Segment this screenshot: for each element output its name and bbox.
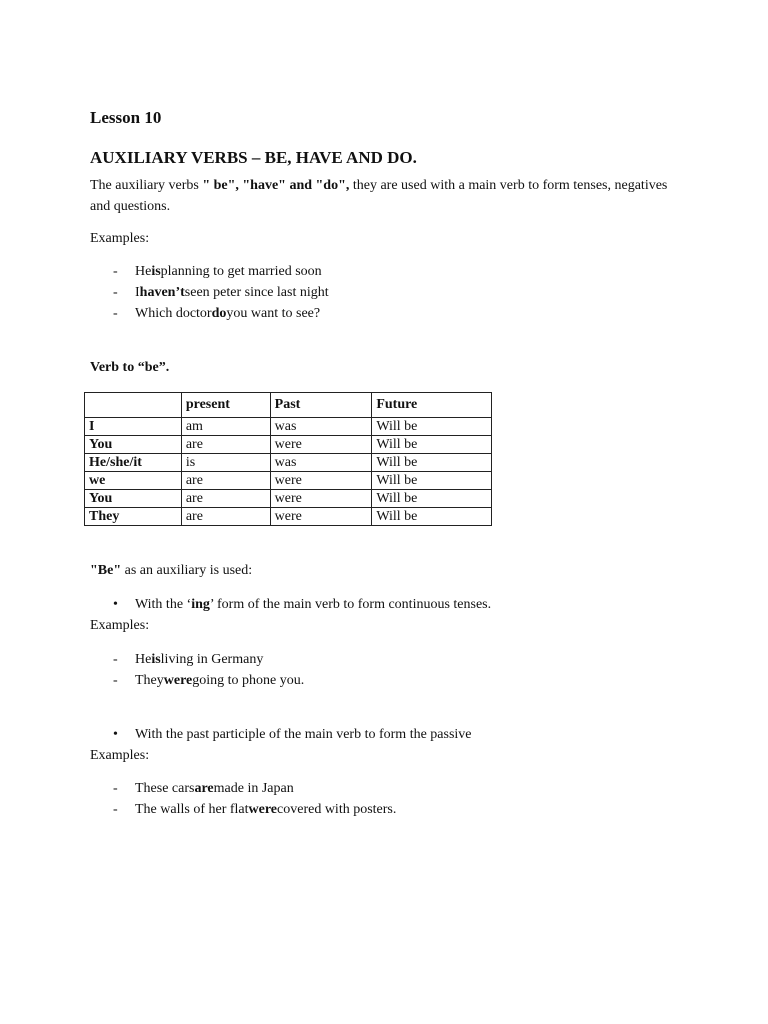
list-item [113, 799, 396, 820]
table-row [85, 490, 492, 508]
example-before: He [135, 652, 152, 667]
pronoun-cell: You [85, 436, 182, 454]
pronoun-cell: I [85, 418, 182, 436]
example-after: living in Germany [160, 652, 264, 667]
bullet-before: With the ‘ [135, 597, 192, 612]
bullet-after: ’ form of the main verb to form continuous tenses. [209, 597, 492, 612]
dash-marker: - [113, 264, 118, 279]
header-cell: Future [372, 393, 492, 418]
table-row [85, 508, 492, 526]
list-item [113, 282, 329, 303]
table-cell: were [270, 490, 372, 508]
header-cell: present [181, 393, 270, 418]
list-item [113, 261, 329, 282]
example-bold: do [211, 306, 227, 321]
page-title: AUXILIARY VERBS – BE, HAVE AND DO. [90, 148, 417, 167]
table-cell: Will be [372, 454, 492, 472]
pronoun-cell: we [85, 472, 182, 490]
bullet-dot-icon: • [113, 597, 118, 612]
example-after: seen peter since last night [184, 285, 329, 300]
example-bold: is [151, 264, 161, 279]
intro-suffix: they are used with a main verb to form tenses, negatives and questions. [90, 178, 668, 214]
table-cell: are [181, 472, 270, 490]
example-after: you want to see? [226, 306, 321, 321]
example-bold: haven’t [139, 285, 185, 300]
table-cell: are [181, 490, 270, 508]
dash-marker: - [113, 652, 118, 667]
intro-prefix: The auxiliary verbs [90, 178, 203, 193]
header-cell: Past [270, 393, 372, 418]
example-before: Which doctor [135, 306, 212, 321]
table-row [85, 436, 492, 454]
table-cell: Will be [372, 418, 492, 436]
example-bold: were [248, 802, 278, 817]
example-after: covered with posters. [277, 802, 397, 817]
header-cell [85, 393, 182, 418]
example-after: going to phone you. [192, 673, 305, 688]
examples-label: Examples: [90, 748, 150, 763]
dash-marker: - [113, 673, 118, 688]
table-cell: Will be [372, 472, 492, 490]
dash-marker: - [113, 306, 118, 321]
bullet-bold: ing [191, 597, 210, 612]
example-before: I [135, 285, 140, 300]
example-bold: is [151, 652, 161, 667]
examples-label: Examples: [90, 231, 150, 246]
example-before: These cars [135, 781, 195, 796]
lesson-number: Lesson 10 [90, 108, 162, 127]
list-item [113, 649, 304, 670]
section-heading: Verb to “be”. [90, 360, 170, 375]
examples-label: Examples: [90, 618, 150, 633]
intro-paragraph [90, 175, 690, 217]
example-bold: were [163, 673, 193, 688]
bullet-item-passive [113, 727, 472, 743]
dash-marker: - [113, 781, 118, 796]
intro-terms: " be", "have" and "do", [202, 178, 350, 193]
table-cell: were [270, 436, 372, 454]
list-item [113, 670, 304, 691]
dash-marker: - [113, 285, 118, 300]
list-item [113, 303, 329, 324]
table-row [85, 418, 492, 436]
table-cell: were [270, 508, 372, 526]
table-cell: were [270, 472, 372, 490]
table-cell: was [270, 454, 372, 472]
bullet-dot-icon: • [113, 727, 118, 742]
example-before: They [135, 673, 164, 688]
examples-list-2 [113, 649, 304, 691]
bullet-item-continuous [113, 597, 491, 613]
example-before: He [135, 264, 152, 279]
table-cell: are [181, 436, 270, 454]
table-cell: Will be [372, 490, 492, 508]
pronoun-cell: They [85, 508, 182, 526]
table-cell: is [181, 454, 270, 472]
examples-list-1 [113, 261, 329, 324]
table-cell: are [181, 508, 270, 526]
pronoun-cell: You [85, 490, 182, 508]
bullet-text: With the past participle of the main verb to form the passive [135, 727, 472, 742]
conjugation-table [84, 392, 492, 526]
example-before: The walls of her flat [135, 802, 249, 817]
examples-list-3 [113, 778, 396, 820]
be-usage-line [90, 563, 252, 579]
pronoun-cell: He/she/it [85, 454, 182, 472]
table-cell: Will be [372, 436, 492, 454]
be-term: "Be" [90, 563, 122, 578]
example-after: made in Japan [213, 781, 294, 796]
table-cell: was [270, 418, 372, 436]
table-cell: am [181, 418, 270, 436]
table-row [85, 454, 492, 472]
table-row [85, 472, 492, 490]
dash-marker: - [113, 802, 118, 817]
be-usage-rest: as an auxiliary is used: [121, 563, 253, 578]
table-cell: Will be [372, 508, 492, 526]
example-after: planning to get married soon [160, 264, 322, 279]
example-bold: are [194, 781, 214, 796]
list-item [113, 778, 396, 799]
table-header-row [85, 393, 492, 418]
